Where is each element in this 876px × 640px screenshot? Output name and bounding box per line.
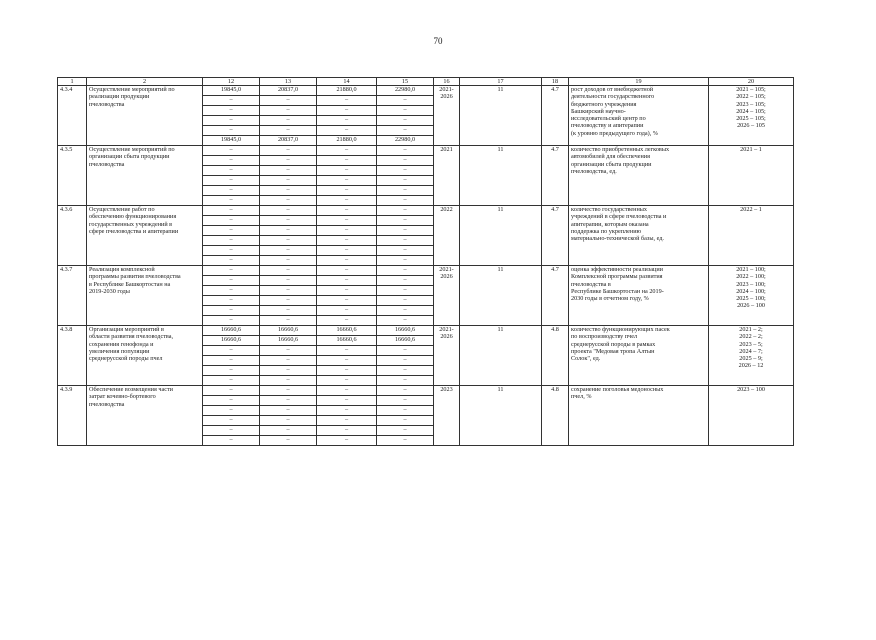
header-cell: 1: [58, 78, 87, 86]
funding-value: –: [317, 236, 377, 246]
header-cell: 14: [317, 78, 377, 86]
indicator-line: апитерапии, которым оказана: [571, 220, 649, 228]
funding-value: –: [260, 266, 317, 276]
funding-value: –: [377, 166, 434, 176]
funding-value: 16660,6: [260, 326, 317, 336]
funding-value: –: [377, 256, 434, 266]
activity-name-line: Осуществление работ по: [89, 206, 155, 213]
funding-value: –: [377, 196, 434, 206]
indicator-line: поддержка по укреплению: [571, 227, 642, 235]
funding-value: –: [377, 276, 434, 286]
funding-value: –: [377, 386, 434, 396]
activity-name-line: сохранения генофонда и: [89, 340, 154, 348]
header-cell: 17: [460, 78, 542, 86]
funding-value: –: [203, 426, 260, 436]
indicator-line: по воспроизводству пчел: [571, 333, 638, 341]
funding-value: 19845,0: [203, 136, 260, 146]
indicator: [569, 266, 709, 326]
target-values: [709, 86, 794, 146]
funding-value: –: [317, 346, 377, 356]
years: 2021-2026: [434, 326, 460, 386]
activity-name: [87, 86, 203, 146]
funding-value: –: [260, 256, 317, 266]
col17-value: 11: [460, 146, 542, 206]
col18-value: 4.8: [542, 326, 569, 386]
funding-value: –: [317, 416, 377, 426]
funding-value: –: [203, 206, 260, 216]
funding-value: –: [317, 206, 377, 216]
header-cell: 15: [377, 78, 434, 86]
activity-name-line: в Республике Башкортостан на: [89, 280, 171, 288]
funding-value: –: [260, 316, 317, 326]
col18-value: 4.7: [542, 86, 569, 146]
activity-name: [87, 206, 203, 266]
funding-value: –: [260, 216, 317, 226]
funding-value: –: [203, 366, 260, 376]
funding-value: –: [377, 306, 434, 316]
funding-value: –: [317, 256, 377, 266]
indicator-line: проекта "Медовая тропа Алтын: [571, 347, 655, 355]
funding-value: –: [203, 156, 260, 166]
col17-value: 11: [460, 206, 542, 266]
funding-value: –: [317, 266, 377, 276]
header-cell: 20: [709, 78, 794, 86]
funding-value: –: [377, 286, 434, 296]
funding-value: –: [260, 376, 317, 386]
activity-name-line: пчеловодства: [89, 100, 125, 108]
funding-value: –: [377, 406, 434, 416]
target-line: 2026 – 100: [737, 302, 765, 310]
years: 2023: [434, 386, 460, 446]
target-line: 2022 – 100;: [736, 273, 766, 281]
funding-value: 16660,6: [317, 326, 377, 336]
funding-value: –: [203, 106, 260, 116]
target-line: 2023 – 100;: [736, 280, 766, 288]
funding-value: –: [203, 346, 260, 356]
years: 2021: [434, 146, 460, 206]
table-row: [58, 386, 794, 396]
target-line: 2025 – 105;: [736, 115, 766, 123]
target-line: 2021 – 2;: [739, 326, 763, 333]
funding-value: –: [203, 436, 260, 446]
indicator-line: пчеловодства в: [571, 280, 611, 288]
funding-value: –: [203, 266, 260, 276]
indicator-line: материально-технической базы, ед.: [571, 235, 664, 243]
table-row: [58, 326, 794, 336]
target-line: 2025 – 100;: [736, 295, 766, 303]
funding-value: –: [260, 116, 317, 126]
col18-value: 4.7: [542, 206, 569, 266]
funding-value: –: [260, 306, 317, 316]
row-number: 4.3.7: [58, 266, 87, 326]
funding-value: –: [260, 276, 317, 286]
activity-name-line: организации сбыта продукции: [89, 153, 170, 161]
indicator-line: пчеловодству и апитерапии: [571, 122, 644, 130]
header-cell: 12: [203, 78, 260, 86]
funding-value: –: [317, 436, 377, 446]
funding-value: –: [317, 126, 377, 136]
funding-value: –: [317, 386, 377, 396]
indicator-line: организации сбыта продукции: [571, 160, 652, 168]
target-line: 2021 – 1: [740, 146, 762, 153]
funding-value: –: [317, 396, 377, 406]
row-number: 4.3.8: [58, 326, 87, 386]
funding-value: –: [377, 396, 434, 406]
funding-value: –: [317, 176, 377, 186]
indicator-line: количество функционирующих пасек: [571, 326, 670, 333]
funding-value: –: [317, 166, 377, 176]
target-values: [709, 206, 794, 266]
funding-value: –: [317, 286, 377, 296]
funding-value: –: [260, 106, 317, 116]
target-line: 2026 – 12: [738, 362, 764, 370]
funding-value: –: [260, 346, 317, 356]
funding-value: –: [260, 186, 317, 196]
funding-value: –: [377, 176, 434, 186]
indicator-line: Солок", ед.: [571, 355, 601, 363]
funding-value: –: [377, 206, 434, 216]
target-line: 2024 – 7;: [739, 347, 763, 355]
header-cell: 16: [434, 78, 460, 86]
funding-value: –: [260, 386, 317, 396]
funding-value: –: [260, 206, 317, 216]
funding-value: –: [317, 406, 377, 416]
indicator-line: учреждений в сфере пчеловодства и: [571, 213, 667, 221]
indicator-line: бюджетного учреждения: [571, 100, 637, 108]
funding-value: –: [203, 246, 260, 256]
years: 2021-2026: [434, 266, 460, 326]
funding-value: –: [203, 196, 260, 206]
col18-value: 4.7: [542, 146, 569, 206]
header-cell: 19: [569, 78, 709, 86]
indicator-line: автомобилей для обеспечения: [571, 153, 650, 161]
funding-value: –: [203, 396, 260, 406]
indicator-line: рост доходов от внебюджетной: [571, 86, 654, 93]
funding-value: –: [317, 146, 377, 156]
activity-name-line: пчеловодства: [89, 160, 125, 168]
funding-value: –: [317, 276, 377, 286]
funding-value: –: [260, 366, 317, 376]
activity-name-line: Обеспечение возмещения части: [89, 386, 173, 393]
row-number: 4.3.4: [58, 86, 87, 146]
page-number: 70: [433, 36, 443, 46]
target-line: 2021 – 105;: [736, 86, 766, 93]
funding-value: 22980,0: [377, 136, 434, 146]
table-row: [58, 146, 794, 156]
activity-name-line: пчеловодства: [89, 400, 125, 408]
table-row: [58, 206, 794, 216]
indicator-line: исследовательский центр по: [571, 115, 646, 123]
funding-value: –: [203, 416, 260, 426]
funding-value: 22980,0: [377, 86, 434, 96]
funding-value: –: [260, 176, 317, 186]
target-line: 2023 – 5;: [739, 340, 763, 348]
program-table: [57, 77, 794, 446]
funding-value: –: [377, 366, 434, 376]
activity-name: [87, 266, 203, 326]
years: 2022: [434, 206, 460, 266]
funding-value: –: [203, 176, 260, 186]
funding-value: –: [317, 296, 377, 306]
indicator-line: количество приобретенных легковых: [571, 146, 670, 153]
funding-value: –: [203, 376, 260, 386]
funding-value: –: [260, 166, 317, 176]
funding-value: –: [203, 216, 260, 226]
target-line: 2022 – 105;: [736, 93, 766, 101]
funding-value: –: [317, 246, 377, 256]
indicator-line: пчел, %: [571, 393, 592, 401]
funding-value: –: [317, 376, 377, 386]
funding-value: –: [377, 356, 434, 366]
funding-value: –: [377, 126, 434, 136]
indicator: [569, 386, 709, 446]
target-values: [709, 146, 794, 206]
funding-value: –: [260, 156, 317, 166]
funding-value: –: [203, 146, 260, 156]
funding-value: 16660,6: [203, 336, 260, 346]
target-values: [709, 326, 794, 386]
funding-value: –: [203, 236, 260, 246]
funding-value: –: [377, 226, 434, 236]
funding-value: –: [260, 246, 317, 256]
activity-name: [87, 146, 203, 206]
indicator: [569, 146, 709, 206]
table-row: [58, 86, 794, 96]
indicator-line: Башкирский научно-: [571, 107, 626, 115]
funding-value: 16660,6: [260, 336, 317, 346]
activity-name-line: Реализация комплексной: [89, 266, 155, 273]
row-number: 4.3.6: [58, 206, 87, 266]
target-line: 2025 – 9;: [739, 355, 763, 363]
activity-name-line: среднерусской породы пчел: [89, 355, 163, 363]
funding-value: –: [377, 156, 434, 166]
col17-value: 11: [460, 266, 542, 326]
target-line: 2022 – 2;: [739, 333, 763, 341]
funding-value: –: [260, 406, 317, 416]
funding-value: –: [203, 116, 260, 126]
funding-value: –: [377, 316, 434, 326]
indicator-line: количество государственных: [571, 206, 648, 213]
indicator-line: (к уровню предыдущего года), %: [571, 129, 658, 137]
funding-value: –: [317, 186, 377, 196]
indicator-line: пчеловодства, ед.: [571, 167, 617, 175]
activity-name-line: Осуществление мероприятий по: [89, 86, 175, 93]
indicator-line: Республике Башкортостан на 2019-: [571, 287, 664, 295]
target-line: 2023 – 105;: [736, 100, 766, 108]
activity-name: [87, 326, 203, 386]
funding-value: –: [317, 306, 377, 316]
activity-name-line: программы развития пчеловодства: [89, 273, 181, 281]
funding-value: –: [203, 316, 260, 326]
row-number: 4.3.5: [58, 146, 87, 206]
indicator-line: оценка эффективности реализации: [571, 266, 663, 273]
years: 2021-2026: [434, 86, 460, 146]
funding-value: –: [377, 246, 434, 256]
funding-value: –: [377, 236, 434, 246]
funding-value: –: [377, 266, 434, 276]
table-row: [58, 266, 794, 276]
indicator: [569, 326, 709, 386]
funding-value: –: [377, 376, 434, 386]
activity-name-line: области развития пчеловодства,: [89, 333, 174, 341]
target-line: 2021 – 100;: [736, 266, 766, 273]
target-line: 2024 – 105;: [736, 107, 766, 115]
funding-value: –: [377, 216, 434, 226]
funding-value: –: [317, 226, 377, 236]
funding-value: –: [377, 296, 434, 306]
funding-value: –: [377, 416, 434, 426]
header-row: [58, 78, 794, 86]
funding-value: 20837,0: [260, 86, 317, 96]
funding-value: –: [203, 406, 260, 416]
activity-name: [87, 386, 203, 446]
target-line: 2023 – 100: [737, 386, 765, 393]
funding-value: 16660,6: [377, 326, 434, 336]
funding-value: –: [260, 416, 317, 426]
target-values: [709, 386, 794, 446]
funding-value: 16660,6: [377, 336, 434, 346]
funding-value: –: [260, 396, 317, 406]
funding-value: –: [260, 436, 317, 446]
row-number: 4.3.9: [58, 386, 87, 446]
indicator-line: сохранение поголовья медоносных: [571, 386, 664, 393]
funding-value: –: [377, 96, 434, 106]
activity-name-line: затрат кочевно-бортевого: [89, 393, 156, 401]
funding-value: –: [260, 426, 317, 436]
col18-value: 4.7: [542, 266, 569, 326]
funding-value: –: [317, 356, 377, 366]
funding-value: –: [260, 356, 317, 366]
funding-value: –: [377, 146, 434, 156]
funding-value: –: [203, 356, 260, 366]
funding-value: –: [260, 196, 317, 206]
target-line: 2026 – 105: [737, 122, 765, 130]
funding-value: –: [260, 296, 317, 306]
funding-value: –: [203, 226, 260, 236]
funding-value: –: [377, 106, 434, 116]
funding-value: –: [317, 156, 377, 166]
funding-value: 19845,0: [203, 86, 260, 96]
funding-value: 21880,0: [317, 136, 377, 146]
activity-name-line: сфере пчеловодства и апитерапии: [89, 227, 179, 235]
indicator-line: среднерусской породы в рамках: [571, 340, 656, 348]
funding-value: –: [377, 346, 434, 356]
funding-value: –: [260, 126, 317, 136]
funding-value: –: [203, 186, 260, 196]
target-line: 2022 – 1: [740, 206, 762, 213]
target-line: 2024 – 100;: [736, 287, 766, 295]
funding-value: –: [203, 96, 260, 106]
funding-value: –: [260, 236, 317, 246]
col17-value: 11: [460, 386, 542, 446]
funding-value: –: [317, 366, 377, 376]
funding-value: 20837,0: [260, 136, 317, 146]
funding-value: 21880,0: [317, 86, 377, 96]
funding-value: –: [377, 116, 434, 126]
funding-value: –: [317, 96, 377, 106]
funding-value: –: [203, 296, 260, 306]
col18-value: 4.8: [542, 386, 569, 446]
funding-value: –: [260, 96, 317, 106]
funding-value: –: [203, 276, 260, 286]
funding-value: –: [377, 436, 434, 446]
indicator-line: 2030 годы в отчетном году, %: [571, 295, 649, 303]
funding-value: –: [203, 306, 260, 316]
activity-name-line: Организация мероприятий в: [89, 326, 164, 333]
funding-value: 16660,6: [317, 336, 377, 346]
col17-value: 11: [460, 326, 542, 386]
funding-value: –: [317, 196, 377, 206]
funding-value: –: [203, 126, 260, 136]
funding-value: –: [203, 166, 260, 176]
activity-name-line: 2019-2030 годы: [89, 287, 130, 295]
funding-value: –: [317, 426, 377, 436]
header-cell: 2: [87, 78, 203, 86]
funding-value: –: [317, 116, 377, 126]
activity-name-line: обеспечению функционирования: [89, 213, 177, 221]
col17-value: 11: [460, 86, 542, 146]
funding-value: –: [203, 286, 260, 296]
funding-value: 16660,6: [203, 326, 260, 336]
indicator: [569, 206, 709, 266]
activity-name-line: реализации продукции: [89, 93, 150, 101]
activity-name-line: Осуществление мероприятий по: [89, 146, 175, 153]
funding-value: –: [203, 256, 260, 266]
activity-name-line: увеличения популяции: [89, 347, 150, 355]
header-cell: 13: [260, 78, 317, 86]
funding-value: –: [317, 316, 377, 326]
header-cell: 18: [542, 78, 569, 86]
indicator-line: деятельности государственного: [571, 93, 655, 101]
activity-name-line: государственных учреждений в: [89, 220, 173, 228]
funding-value: –: [377, 186, 434, 196]
funding-value: –: [260, 286, 317, 296]
funding-value: –: [317, 106, 377, 116]
funding-value: –: [317, 216, 377, 226]
funding-value: –: [203, 386, 260, 396]
target-values: [709, 266, 794, 326]
funding-value: –: [377, 426, 434, 436]
indicator-line: Комплексной программы развития: [571, 273, 663, 281]
indicator: [569, 86, 709, 146]
funding-value: –: [260, 146, 317, 156]
funding-value: –: [260, 226, 317, 236]
